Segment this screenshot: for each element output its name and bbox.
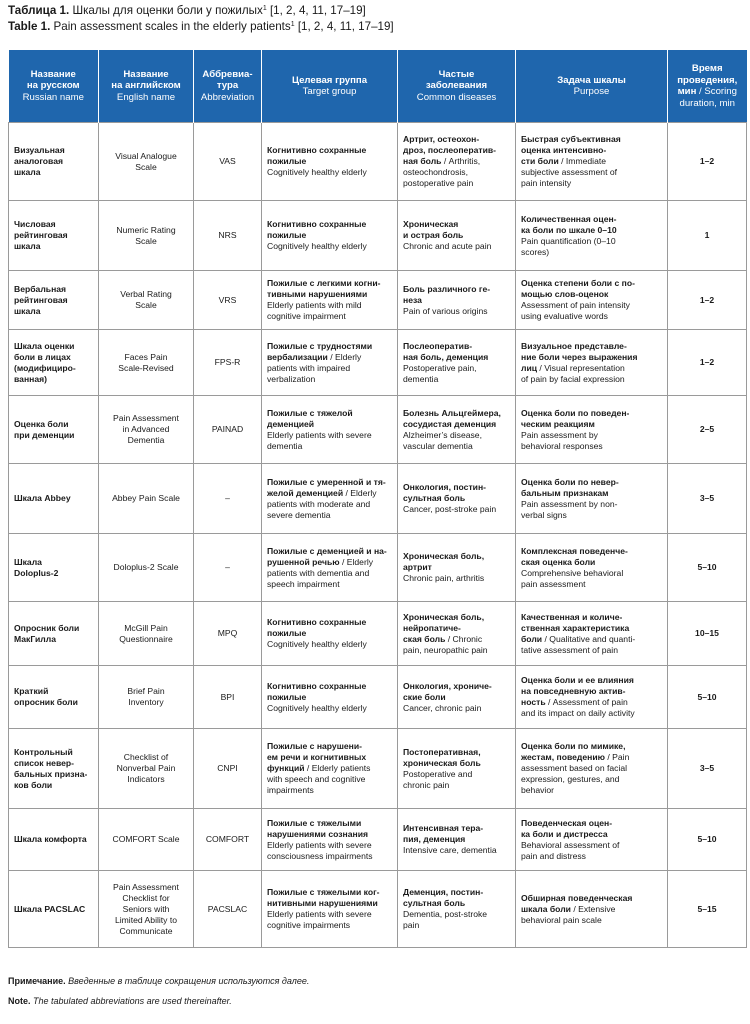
purpose-en: Pain quantification (0–10 scores)	[521, 235, 616, 257]
abbreviation-text: –	[225, 562, 230, 572]
target-group-ru: Пожилые с умеренной и тя- желой деменцией	[267, 476, 386, 498]
purpose-ru: Оценка степени боли с по- мощью слов-оценок	[521, 278, 635, 299]
duration-text: 1	[704, 230, 710, 240]
abbreviation-text: BPI	[220, 691, 235, 702]
cell-abbreviation	[194, 871, 262, 948]
cell-abbreviation	[194, 123, 262, 201]
cell-russian-name	[9, 729, 99, 809]
cell-russian-name	[9, 464, 99, 534]
abbreviation-text: MPQ	[217, 628, 238, 638]
diseases-ru: Онкология, хрониче- ские боли	[403, 680, 492, 702]
purpose-ru: Поведенческая оцен- ка боли и дистресса	[521, 817, 613, 839]
english-name-text: Pain Assessment Checklist for Seniors with Limited Ability to Communicate	[113, 881, 179, 936]
cell-english-name	[99, 534, 194, 602]
cell-abbreviation	[194, 729, 262, 809]
russian-name-text: Шкала PACSLAC	[14, 903, 86, 914]
diseases-ru: Хроническая боль, нейропатиче- ская боль	[403, 611, 485, 644]
duration-text: 5–10	[697, 834, 717, 844]
cell-scoring-duration	[668, 123, 747, 201]
diseases-ru: Деменция, постин- сультная боль	[403, 887, 484, 908]
caption-en-text: Pain assessment scales in the elderly patients	[50, 20, 291, 33]
note-russian	[8, 975, 309, 987]
english-name-text: Verbal Rating Scale	[120, 289, 172, 310]
diseases-en: Intensive care, dementia	[403, 845, 497, 855]
caption-en-label: Table 1.	[8, 20, 51, 33]
russian-name-text: Числовая рейтинговая шкала	[14, 219, 68, 251]
duration-text: 2–5	[699, 424, 715, 434]
target-group-en: / Elderly patients with moderate and severe dementia	[267, 487, 377, 520]
russian-name-text: Контрольный список невер- бальных призна- ков боли	[14, 746, 88, 790]
cell-english-name	[99, 201, 194, 271]
table-row	[9, 271, 747, 330]
cell-english-name	[99, 871, 194, 948]
english-name-text: Doloplus-2 Scale	[113, 562, 179, 572]
header-label-en: Purpose	[573, 86, 610, 97]
pain-scales-table	[8, 50, 747, 948]
cell-abbreviation	[194, 809, 262, 871]
duration-text: 3–5	[699, 763, 715, 773]
english-name-text: Numeric Rating Scale	[116, 224, 176, 246]
header-label-ru: Целевая группа	[291, 74, 368, 86]
diseases-ru: Болезнь Альцгеймера, сосудистая деменция	[403, 407, 501, 429]
cell-russian-name	[9, 809, 99, 871]
cell-russian-name	[9, 201, 99, 271]
target-group-ru: Пожилые с тяжелой деменцией	[267, 407, 353, 429]
column-header-russian-name	[9, 50, 99, 123]
cell-common-diseases	[398, 201, 516, 271]
cell-purpose	[516, 809, 668, 871]
cell-abbreviation	[194, 271, 262, 330]
caption-en-sup: 1	[290, 21, 295, 28]
cell-target-group	[262, 123, 398, 201]
target-group-en: Cognitively healthy elderly	[267, 241, 367, 251]
cell-english-name	[99, 602, 194, 666]
cell-target-group	[262, 729, 398, 809]
purpose-en: / Extensive behavioral pain scale	[521, 903, 616, 925]
cell-common-diseases	[398, 666, 516, 729]
diseases-ru: Хроническая боль, артрит	[403, 551, 485, 572]
header-label-en: Common diseases	[416, 91, 497, 103]
cell-target-group	[262, 464, 398, 534]
header-label-en: Abbreviation	[200, 91, 255, 103]
purpose-en: Comprehensive behavioral pain assessment	[521, 567, 624, 589]
diseases-en: Alzheimer’s disease, vascular dementia	[403, 429, 482, 451]
cell-target-group	[262, 396, 398, 464]
cell-russian-name	[9, 602, 99, 666]
cell-scoring-duration	[668, 666, 747, 729]
cell-scoring-duration	[668, 602, 747, 666]
purpose-ru: Количественная оцен- ка боли по шкале 0–10	[521, 213, 617, 235]
header-label-ru: Название на английском	[111, 68, 181, 92]
target-group-en: / Elderly patients with dementia and speech impairment	[267, 556, 374, 589]
column-header-purpose	[516, 50, 668, 123]
cell-purpose	[516, 123, 668, 201]
note-en-text: The tabulated abbreviations are used thereinafter.	[30, 996, 232, 1006]
cell-english-name	[99, 666, 194, 729]
cell-russian-name	[9, 666, 99, 729]
purpose-ru: Оценка боли и ее влияния на повседневную актив- ность	[521, 675, 634, 707]
cell-common-diseases	[398, 871, 516, 948]
target-group-en: / Elderly patients with speech and cognitive impairments	[267, 763, 371, 795]
purpose-ru: Оценка боли по невер- бальным признакам	[521, 476, 619, 498]
table-body	[9, 123, 747, 948]
diseases-ru: Хроническая и острая боль	[403, 219, 464, 240]
target-group-ru: Когнитивно сохранные пожилые	[267, 680, 367, 702]
cell-abbreviation	[194, 330, 262, 396]
duration-text: 3–5	[699, 493, 715, 503]
duration-text: 5–15	[697, 903, 717, 914]
russian-name-text: Визуальная аналоговая шкала	[14, 145, 65, 177]
russian-name-text: Краткий опросник боли	[14, 686, 78, 707]
note-ru-text: Введенные в таблице сокращения используются далее.	[65, 976, 310, 986]
caption-english	[8, 19, 748, 35]
target-group-ru: Когнитивно сохранные пожилые	[267, 145, 367, 166]
cell-russian-name	[9, 330, 99, 396]
russian-name-text: Опросник боли МакГилла	[14, 622, 80, 644]
table-row	[9, 809, 747, 871]
diseases-en: / Arthritis, osteochondrosis, postoperative pain	[403, 156, 481, 188]
target-group-ru: Пожилые с трудностями вербализации	[267, 340, 373, 362]
diseases-ru: Онкология, постин- сультная боль	[403, 482, 486, 503]
cell-russian-name	[9, 271, 99, 330]
english-name-text: Visual Analogue Scale	[115, 150, 177, 172]
diseases-ru: Артрит, остеохон- дроз, послеоператив- ная боль	[403, 134, 497, 166]
diseases-ru: Послеоператив- ная боль, деменция	[403, 340, 489, 362]
cell-scoring-duration	[668, 464, 747, 534]
cell-target-group	[262, 330, 398, 396]
cell-english-name	[99, 123, 194, 201]
diseases-ru: Постоперативная, хроническая боль	[403, 746, 481, 768]
cell-target-group	[262, 666, 398, 729]
abbreviation-text: –	[225, 493, 230, 503]
diseases-en: Cancer, post-stroke pain	[403, 504, 497, 514]
duration-text: 1–2	[699, 156, 715, 166]
header-label-en: / Scoring duration, min	[679, 86, 737, 109]
cell-scoring-duration	[668, 271, 747, 330]
header-label-ru: Время проведения, мин	[677, 63, 738, 97]
cell-common-diseases	[398, 123, 516, 201]
cell-common-diseases	[398, 534, 516, 602]
english-name-text: McGill Pain Questionnaire	[119, 622, 173, 644]
english-name-text: Pain Assessment in Advanced Dementia	[113, 413, 179, 445]
cell-scoring-duration	[668, 330, 747, 396]
cell-target-group	[262, 871, 398, 948]
purpose-en: / Visual representation of pain by facial expression	[521, 362, 625, 384]
diseases-ru: Интенсивная тера- пия, деменция	[403, 823, 484, 844]
cell-abbreviation	[194, 534, 262, 602]
cell-common-diseases	[398, 396, 516, 464]
header-label-ru: Название на русском	[26, 68, 80, 92]
cell-target-group	[262, 271, 398, 330]
russian-name-text: Оценка боли при деменции	[14, 418, 75, 440]
cell-common-diseases	[398, 271, 516, 330]
purpose-ru: Оценка боли по поведен- ческим реакциям	[521, 407, 630, 429]
abbreviation-text: VAS	[219, 156, 236, 166]
cell-target-group	[262, 534, 398, 602]
cell-abbreviation	[194, 201, 262, 271]
cell-english-name	[99, 396, 194, 464]
target-group-en: Cognitively healthy elderly	[267, 167, 367, 177]
diseases-en: Cancer, chronic pain	[403, 702, 482, 713]
header-row	[9, 50, 747, 123]
target-group-en: Cognitively healthy elderly	[267, 639, 367, 649]
cell-scoring-duration	[668, 871, 747, 948]
abbreviation-text: VRS	[218, 294, 237, 305]
cell-scoring-duration	[668, 534, 747, 602]
header-label-ru: Частые заболевания	[425, 68, 488, 92]
diseases-ru: Боль различного ге- неза	[403, 283, 491, 305]
caption-en-refs: [1, 2, 4, 11, 17–19]	[294, 20, 394, 33]
purpose-ru: Оценка боли по мимике, жестам, поведению	[521, 741, 626, 762]
cell-target-group	[262, 809, 398, 871]
cell-scoring-duration	[668, 809, 747, 871]
russian-name-text: Шкала оценки боли в лицах (модифициро- ванная)	[14, 340, 76, 384]
russian-name-text: Шкала Doloplus-2	[14, 556, 59, 578]
note-ru-label: Примечание.	[8, 976, 66, 986]
column-header-abbreviation	[194, 50, 262, 123]
table-captions	[8, 3, 748, 35]
cell-russian-name	[9, 396, 99, 464]
abbreviation-text: PACSLAC	[207, 903, 248, 914]
cell-abbreviation	[194, 666, 262, 729]
english-name-text: Faces Pain Scale-Revised	[118, 351, 174, 373]
english-name-text: COMFORT Scale	[112, 834, 180, 844]
target-group-ru: Пожилые с деменцией и на- рушенной речью	[267, 545, 387, 567]
purpose-en: / Immediate subjective assessment of pain intensity	[521, 156, 618, 188]
duration-text: 10–15	[695, 628, 719, 638]
russian-name-text: Шкала Abbey	[14, 493, 71, 503]
purpose-en: Assessment of pain intensity using evaluative words	[521, 300, 630, 321]
target-group-ru: Пожилые с легкими когни- тивными нарушениями	[267, 278, 381, 299]
header-label-en: English name	[116, 91, 176, 103]
cell-english-name	[99, 464, 194, 534]
cell-russian-name	[9, 871, 99, 948]
cell-abbreviation	[194, 602, 262, 666]
header-label-ru: Задача шкалы	[557, 74, 626, 86]
table-row	[9, 464, 747, 534]
note-english	[8, 995, 232, 1007]
note-en-label: Note.	[8, 996, 31, 1006]
column-header-target-group	[262, 50, 398, 123]
diseases-en: Postoperative and chronic pain	[403, 768, 473, 790]
cell-russian-name	[9, 534, 99, 602]
caption-ru-text: Шкалы для оценки боли у пожилых	[69, 4, 263, 17]
cell-purpose	[516, 729, 668, 809]
cell-purpose	[516, 602, 668, 666]
target-group-ru: Пожилые с нарушени- ем речи и когнитивных функций	[267, 741, 367, 773]
cell-target-group	[262, 201, 398, 271]
cell-purpose	[516, 666, 668, 729]
cell-common-diseases	[398, 330, 516, 396]
cell-common-diseases	[398, 602, 516, 666]
caption-ru-sup: 1	[262, 5, 267, 12]
diseases-en: Chronic and acute pain	[403, 241, 492, 251]
cell-purpose	[516, 464, 668, 534]
cell-scoring-duration	[668, 396, 747, 464]
cell-common-diseases	[398, 464, 516, 534]
caption-russian	[8, 3, 748, 19]
cell-english-name	[99, 271, 194, 330]
table-row	[9, 729, 747, 809]
column-header-english-name	[99, 50, 194, 123]
cell-purpose	[516, 271, 668, 330]
purpose-en: / Pain assessment based on facial expression, gestures, and behavior	[521, 752, 630, 795]
header-label-ru: Аббревиа- тура	[202, 68, 253, 92]
russian-name-text: Шкала комфорта	[14, 834, 87, 844]
diseases-en: Chronic pain, arthritis	[403, 573, 485, 583]
target-group-ru: Когнитивно сохранные пожилые	[267, 219, 367, 240]
duration-text: 5–10	[697, 562, 717, 572]
purpose-en: Behavioral assessment of pain and distress	[521, 839, 620, 861]
table-row	[9, 330, 747, 396]
table-row	[9, 201, 747, 271]
cell-scoring-duration	[668, 729, 747, 809]
table-row	[9, 534, 747, 602]
purpose-en: Pain assessment by behavioral responses	[521, 429, 603, 451]
purpose-ru: Качественная и количе- ственная характеристика боли	[521, 611, 630, 644]
cell-abbreviation	[194, 396, 262, 464]
abbreviation-text: FPS-R	[214, 357, 241, 367]
russian-name-text: Вербальная рейтинговая шкала	[14, 283, 68, 316]
abbreviation-text: COMFORT	[205, 834, 250, 844]
purpose-ru: Комплексная поведенче- ская оценка боли	[521, 545, 628, 567]
target-group-en: Elderly patients with severe cognitive impairments	[267, 909, 372, 930]
abbreviation-text: CNPI	[217, 763, 238, 773]
cell-purpose	[516, 534, 668, 602]
cell-purpose	[516, 201, 668, 271]
purpose-ru: Быстрая субъективная оценка интенсивно- сти боли	[521, 134, 621, 166]
target-group-ru: Пожилые с тяжелыми ког- нитивными нарушениями	[267, 887, 380, 908]
column-header-common-diseases	[398, 50, 516, 123]
duration-text: 1–2	[699, 294, 715, 305]
caption-ru-refs: [1, 2, 4, 11, 17–19]	[266, 4, 366, 17]
english-name-text: Brief Pain Inventory	[127, 686, 165, 707]
table-row	[9, 123, 747, 201]
purpose-ru: Обширная поведенческая шкала боли	[521, 892, 633, 914]
purpose-en: / Qualitative and quanti- tative assessment of pain	[521, 633, 636, 655]
diseases-en: / Chronic pain, neuropathic pain	[403, 633, 488, 655]
cell-purpose	[516, 871, 668, 948]
duration-text: 5–10	[697, 691, 717, 702]
cell-abbreviation	[194, 464, 262, 534]
cell-purpose	[516, 396, 668, 464]
cell-common-diseases	[398, 729, 516, 809]
table-row	[9, 602, 747, 666]
english-name-text: Abbey Pain Scale	[112, 493, 180, 503]
cell-scoring-duration	[668, 201, 747, 271]
target-group-en: Elderly patients with severe dementia	[267, 429, 372, 451]
table-row	[9, 666, 747, 729]
target-group-en: Elderly patients with severe consciousness impairments	[267, 839, 373, 861]
cell-purpose	[516, 330, 668, 396]
target-group-en: Cognitively healthy elderly	[267, 702, 367, 713]
purpose-en: Pain assessment by non- verbal signs	[521, 498, 618, 520]
abbreviation-text: PAINAD	[211, 424, 244, 434]
abbreviation-text: NRS	[218, 230, 237, 240]
target-group-en: Elderly patients with mild cognitive impairment	[267, 300, 362, 321]
purpose-en: / Assessment of pain and its impact on daily activity	[521, 697, 635, 718]
diseases-en: Pain of various origins	[403, 305, 488, 316]
table-row	[9, 871, 747, 948]
duration-text: 1–2	[699, 357, 715, 367]
cell-english-name	[99, 330, 194, 396]
target-group-ru: Пожилые с тяжелыми нарушениями сознания	[267, 817, 368, 839]
diseases-en: Dementia, post-stroke pain	[403, 909, 488, 930]
table-row	[9, 396, 747, 464]
cell-russian-name	[9, 123, 99, 201]
cell-english-name	[99, 809, 194, 871]
caption-ru-label: Таблица 1.	[8, 4, 70, 17]
target-group-ru: Когнитивно сохранные пожилые	[267, 617, 367, 638]
diseases-en: Postoperative pain, dementia	[403, 362, 477, 384]
cell-english-name	[99, 729, 194, 809]
cell-common-diseases	[398, 809, 516, 871]
header-label-en: Russian name	[22, 91, 84, 103]
target-group-en: / Elderly patients with impaired verbalization	[267, 351, 362, 384]
english-name-text: Checklist of Nonverbal Pain Indicators	[116, 752, 176, 784]
purpose-ru: Визуальное представле- ние боли через выражения лиц	[521, 340, 638, 373]
header-label-en: Target group	[302, 86, 357, 97]
cell-target-group	[262, 602, 398, 666]
column-header-scoring-duration	[668, 50, 747, 123]
